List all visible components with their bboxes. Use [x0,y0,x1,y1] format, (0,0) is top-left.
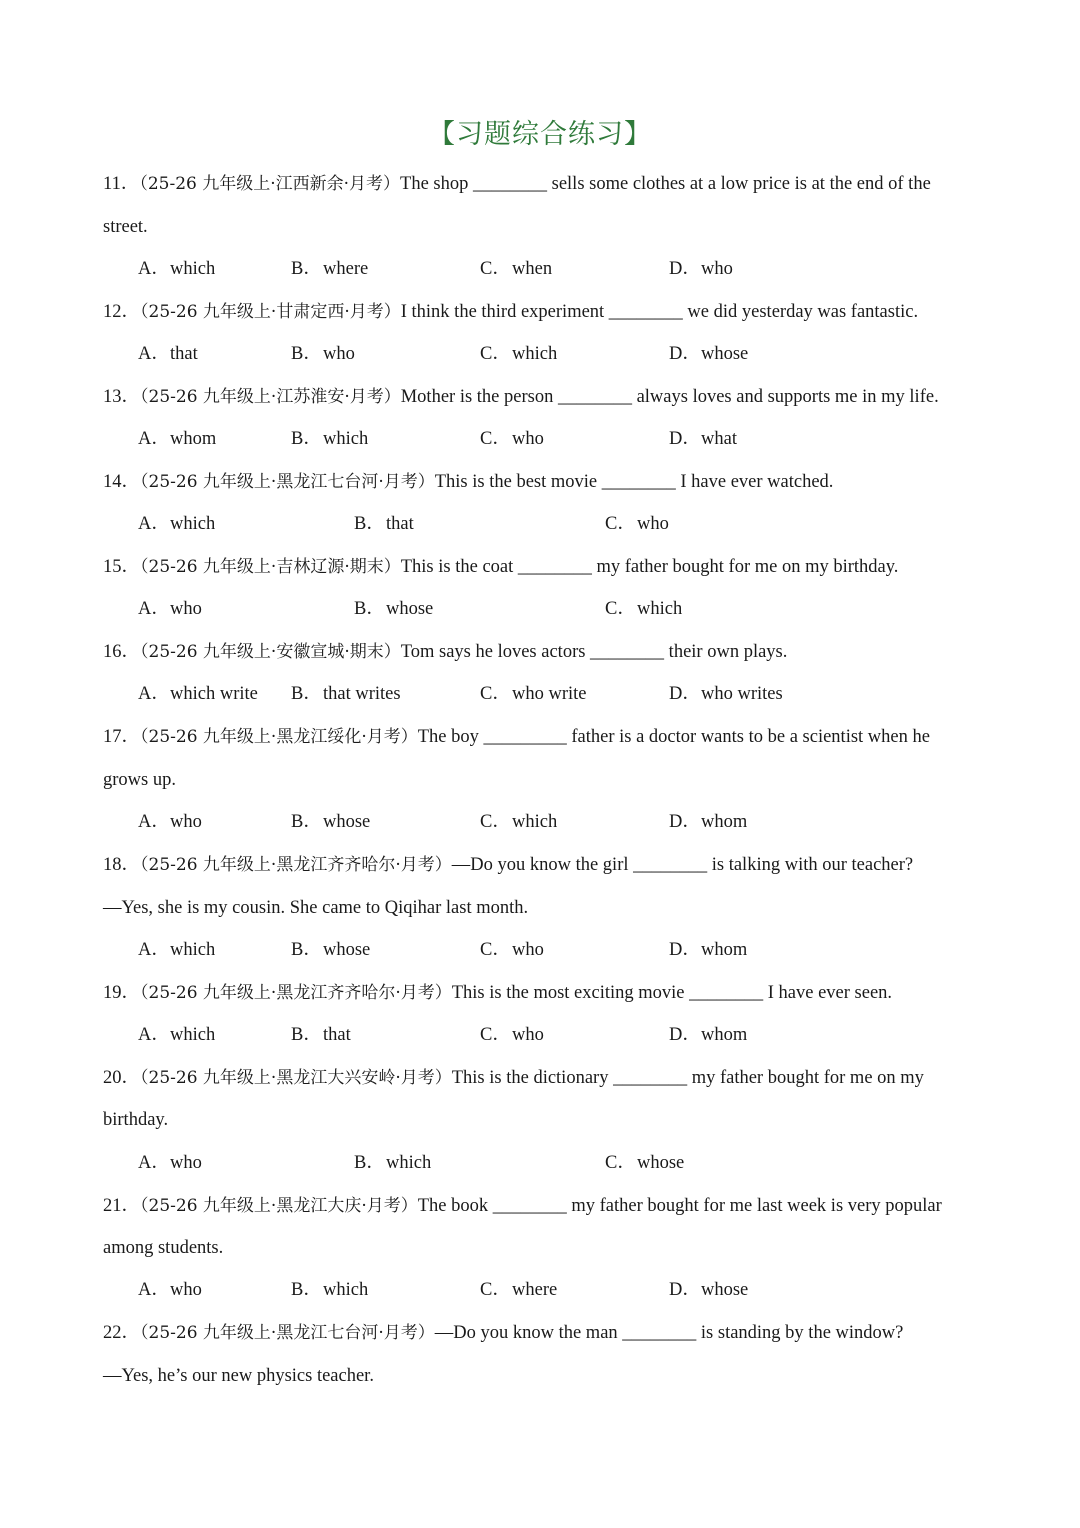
question-21-continuation: among students. [103,1238,224,1258]
question-number: 22． [103,1323,141,1343]
option-c[interactable]: C．who [480,1025,544,1045]
question-15 [103,553,980,581]
option-a[interactable]: A．who [138,1280,202,1300]
question-number: 11． [103,174,140,194]
question-number: 16． [103,642,141,662]
question-text: This is the coat ________ my father bought for me on my birthday. [400,557,899,577]
question-text: This is the most exciting movie ________ I have ever seen. [451,983,893,1003]
option-d[interactable]: D．whom [669,812,748,832]
question-source: （25-26 九年级上·黑龙江七台河·月考） [140,472,435,492]
option-b[interactable]: B．which [291,429,369,449]
question-18 [103,851,980,879]
question-source: （25-26 九年级上·吉林辽源·期末） [140,557,401,577]
option-c[interactable]: C．who [480,940,544,960]
question-source: （25-26 九年级上·黑龙江齐齐哈尔·月考） [140,983,452,1003]
question-text: —Do you know the girl ________ is talking with our teacher? [451,855,914,875]
option-d[interactable]: D．who [669,259,733,279]
question-text: —Do you know the man ________ is standing by the window? [434,1323,904,1343]
question-20-continuation: birthday. [103,1110,169,1130]
option-c[interactable]: C．which [480,812,558,832]
question-18-continuation: —Yes, she is my cousin. She came to Qiqihar last month. [103,898,529,918]
question-11 [103,170,980,198]
question-11-continuation: street. [103,217,148,237]
option-a[interactable]: A．which [138,259,216,279]
question-text: Tom says he loves actors ________ their own plays. [400,642,788,662]
question-text: Mother is the person ________ always loves and supports me in my life. [400,387,939,407]
option-b[interactable]: B．which [354,1153,432,1173]
question-13 [103,383,980,411]
question-source: （25-26 九年级上·黑龙江七台河·月考） [140,1323,435,1343]
question-source: （25-26 九年级上·黑龙江大兴安岭·月考） [140,1068,452,1088]
question-22-continuation: —Yes, he’s our new physics teacher. [103,1366,374,1386]
question-17 [103,723,980,751]
question-source: （25-26 九年级上·黑龙江绥化·月考） [140,727,418,747]
option-b[interactable]: B．whose [291,812,371,832]
option-c[interactable]: C．when [480,259,553,279]
question-text: The boy _________ father is a doctor wants to be a scientist when he [417,727,930,747]
section-title: 【习题综合练习】 [428,119,652,150]
option-b[interactable]: B．that writes [291,684,401,704]
option-d[interactable]: D．whom [669,940,748,960]
question-number: 15． [103,557,141,577]
question-text: The book ________ my father bought for me last week is very popular [417,1196,942,1216]
question-source: （25-26 九年级上·黑龙江大庆·月考） [140,1196,418,1216]
option-b[interactable]: B．whose [291,940,371,960]
question-20 [103,1064,980,1092]
question-source: （25-26 九年级上·江西新余·月考） [139,174,401,194]
question-number: 17． [103,727,141,747]
option-c[interactable]: C．which [480,344,558,364]
option-b[interactable]: B．who [291,344,355,364]
option-c[interactable]: C．whose [605,1153,685,1173]
option-a[interactable]: A．which [138,1025,216,1045]
question-number: 20． [103,1068,141,1088]
question-12 [103,298,980,326]
option-c[interactable]: C．who [480,429,544,449]
option-c[interactable]: C．which [605,599,683,619]
question-text: This is the best movie ________ I have ever watched. [434,472,834,492]
question-text: The shop ________ sells some clothes at a low price is at the end of the [400,174,931,194]
question-21 [103,1192,980,1220]
question-number: 19． [103,983,141,1003]
option-b[interactable]: B．whose [354,599,434,619]
option-d[interactable]: D．whose [669,1280,749,1300]
question-number: 12． [103,302,141,322]
option-a[interactable]: A．which write [138,684,258,704]
option-c[interactable]: C．who write [480,684,587,704]
option-b[interactable]: B．that [291,1025,351,1045]
question-number: 13． [103,387,141,407]
option-b[interactable]: B．where [291,259,369,279]
option-c[interactable]: C．where [480,1280,558,1300]
question-text: I think the third experiment ________ we did yesterday was fantastic. [400,302,919,322]
question-text: This is the dictionary ________ my father bought for me on my [451,1068,924,1088]
question-source: （25-26 九年级上·甘肃定西·月考） [140,302,401,322]
option-a[interactable]: A．who [138,599,202,619]
question-source: （25-26 九年级上·江苏淮安·月考） [140,387,401,407]
question-number: 21． [103,1196,141,1216]
question-number: 18． [103,855,141,875]
question-number: 14． [103,472,141,492]
option-b[interactable]: B．that [354,514,414,534]
question-22 [103,1319,980,1347]
option-a[interactable]: A．who [138,1153,202,1173]
question-16 [103,638,980,666]
question-14 [103,468,980,496]
option-d[interactable]: D．who writes [669,684,783,704]
question-source: （25-26 九年级上·黑龙江齐齐哈尔·月考） [140,855,452,875]
option-a[interactable]: A．who [138,812,202,832]
question-19 [103,979,980,1007]
question-17-continuation: grows up. [103,770,176,790]
option-a[interactable]: A．whom [138,429,217,449]
option-a[interactable]: A．which [138,940,216,960]
option-a[interactable]: A．that [138,344,198,364]
option-d[interactable]: D．what [669,429,737,449]
option-a[interactable]: A．which [138,514,216,534]
option-b[interactable]: B．which [291,1280,369,1300]
question-source: （25-26 九年级上·安徽宣城·期末） [140,642,401,662]
option-d[interactable]: D．whom [669,1025,748,1045]
option-c[interactable]: C．who [605,514,669,534]
option-d[interactable]: D．whose [669,344,749,364]
